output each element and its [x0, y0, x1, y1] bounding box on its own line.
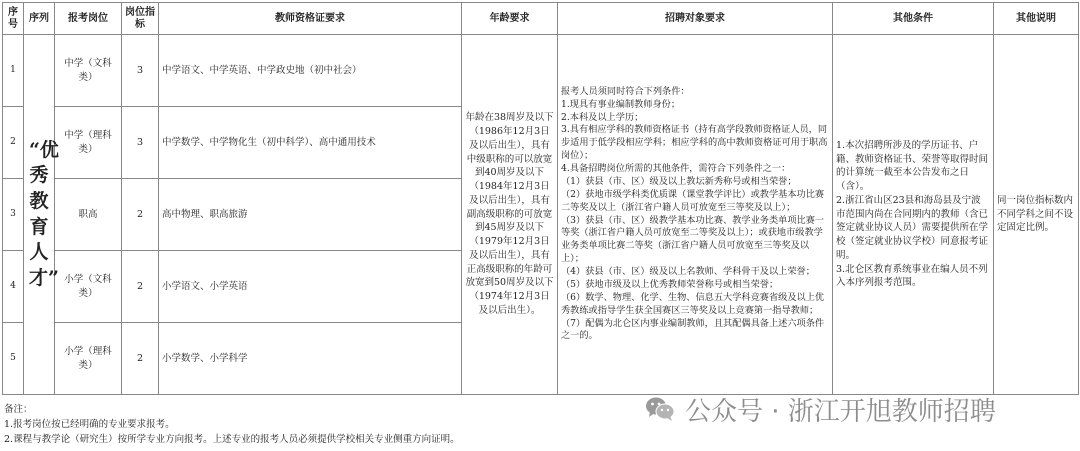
- other-conditions-cell: 1.本次招聘所涉及的学历证书、户籍、教师资格证书、荣誉等取得时间的计算统一截至本公告发布之日（含）。 2.浙江省山区23县和海岛县及宁波市范围内尚在合同期内的教师（含已签定就业协议人员）需要提供所在学校（签定就业协议学校）同意报考证明。 3.北仑区教育系统事业在编人员不列入本序列报考范围。: [833, 35, 994, 395]
- row-post: 小学（理科类）: [55, 323, 122, 395]
- remarks-item: 1.报考岗位按已经明确的专业要求报考。: [4, 419, 175, 430]
- row-seq: 5: [3, 323, 24, 395]
- header-post: 报考岗位: [55, 3, 122, 35]
- row-cert: 高中物理、职高旅游: [159, 179, 462, 251]
- remarks: [4, 402, 460, 447]
- header-age: 年龄要求: [462, 3, 558, 35]
- remarks-item: 2.课程与教学论（研究生）按所学专业方向报考。上述专业的报考人员必须提供学校相关专业侧重方向证明。: [4, 434, 460, 445]
- header-row: [3, 3, 1079, 35]
- header-cert: 教师资格证要求: [159, 3, 462, 35]
- age-requirement-cell: 年龄在38周岁及以下（1986年12月3日及以后出生），具有中级职称的可以放宽到40周岁及以下（1984年12月3日及以后出生），具有副高级职称的可放宽到45周岁及以下（1979年12月3日及以后出生），具有正高级职称的年龄可放宽到50周岁及以下（1974年12月3日及以后出生）。: [462, 35, 558, 395]
- row-post: 中学（理科类）: [55, 107, 122, 179]
- header-seq: 序号: [3, 3, 24, 35]
- row-quota: 2: [122, 323, 159, 395]
- table-row: [3, 35, 1079, 107]
- remarks-title: 备注：: [4, 404, 33, 415]
- header-note: 其他说明: [994, 3, 1079, 35]
- row-post: 小学（文科类）: [55, 251, 122, 323]
- row-cert: 中学语文、中学英语、中学政史地（初中社会）: [159, 35, 462, 107]
- watermark-text: 公众号 · 浙江开旭教师招聘: [685, 396, 996, 427]
- row-quota: 3: [122, 107, 159, 179]
- target-requirement-cell: 报考人员须同时符合下列条件： 1.现具有事业编制教师身份； 2.本科及以上学历； 3.具有相应学科的教师资格证书（持有高学段教师资格证人员，同步适用于低学段相应学科；相应学科的高中教师资格证可用于职高岗位）； 4.具备招聘岗位所需的其他条件，需符合下列条件之一： （1）获县（市、区）级及以上教坛新秀称号或相当荣誉； （2）获地市级学科类优质课（课堂教学评比）或教学基本功比赛二等奖及以上（浙江省户籍人员可放宽至三等奖及以上）； （3）获县（市、区）级教学基本功比赛、教学业务类单项比赛一等奖（浙江省户籍人员可放宽至二等奖及以上）；或获地市级教学业务类单项比赛二等奖（浙江省户籍人员可放宽至三等奖及以上）； （4）获县（市、区）级及以上名教师、学科骨干及以上荣誉； （5）获地市级及以上优秀教师荣誉称号或相当荣誉； （6）数学、物理、化学、生物、信息五大学科竞赛省级及以上优秀教练或指导学生获全国赛区三等奖及以上竞赛第一指导教师； （7）配偶为北仑区内事业编制教师，且其配偶具备上述六项条件之一的。: [558, 35, 833, 395]
- row-post: 职高: [55, 179, 122, 251]
- other-note-cell: 同一岗位指标数内不同学科之间不设定固定比例。: [994, 35, 1079, 395]
- row-quota: 2: [122, 179, 159, 251]
- series-label: “优秀教育人才”: [29, 138, 59, 289]
- row-post: 中学（文科类）: [55, 35, 122, 107]
- row-seq: 4: [3, 251, 24, 323]
- row-quota: 3: [122, 35, 159, 107]
- row-seq: 2: [3, 107, 24, 179]
- row-cert: 小学数学、小学科学: [159, 323, 462, 395]
- wechat-icon: [645, 396, 675, 422]
- header-quota: 岗位指标: [122, 3, 159, 35]
- series-cell: [24, 35, 59, 395]
- row-cert: 中学数学、中学物化生（初中科学）、高中通用技术: [159, 107, 462, 179]
- row-quota: 2: [122, 251, 159, 323]
- recruitment-table: [2, 2, 1079, 395]
- row-seq: 1: [3, 35, 24, 107]
- watermark: [645, 392, 996, 426]
- header-series: 序列: [24, 3, 55, 35]
- header-other: 其他条件: [833, 3, 994, 35]
- header-target: 招聘对象要求: [558, 3, 833, 35]
- row-seq: 3: [3, 179, 24, 251]
- row-cert: 小学语文、小学英语: [159, 251, 462, 323]
